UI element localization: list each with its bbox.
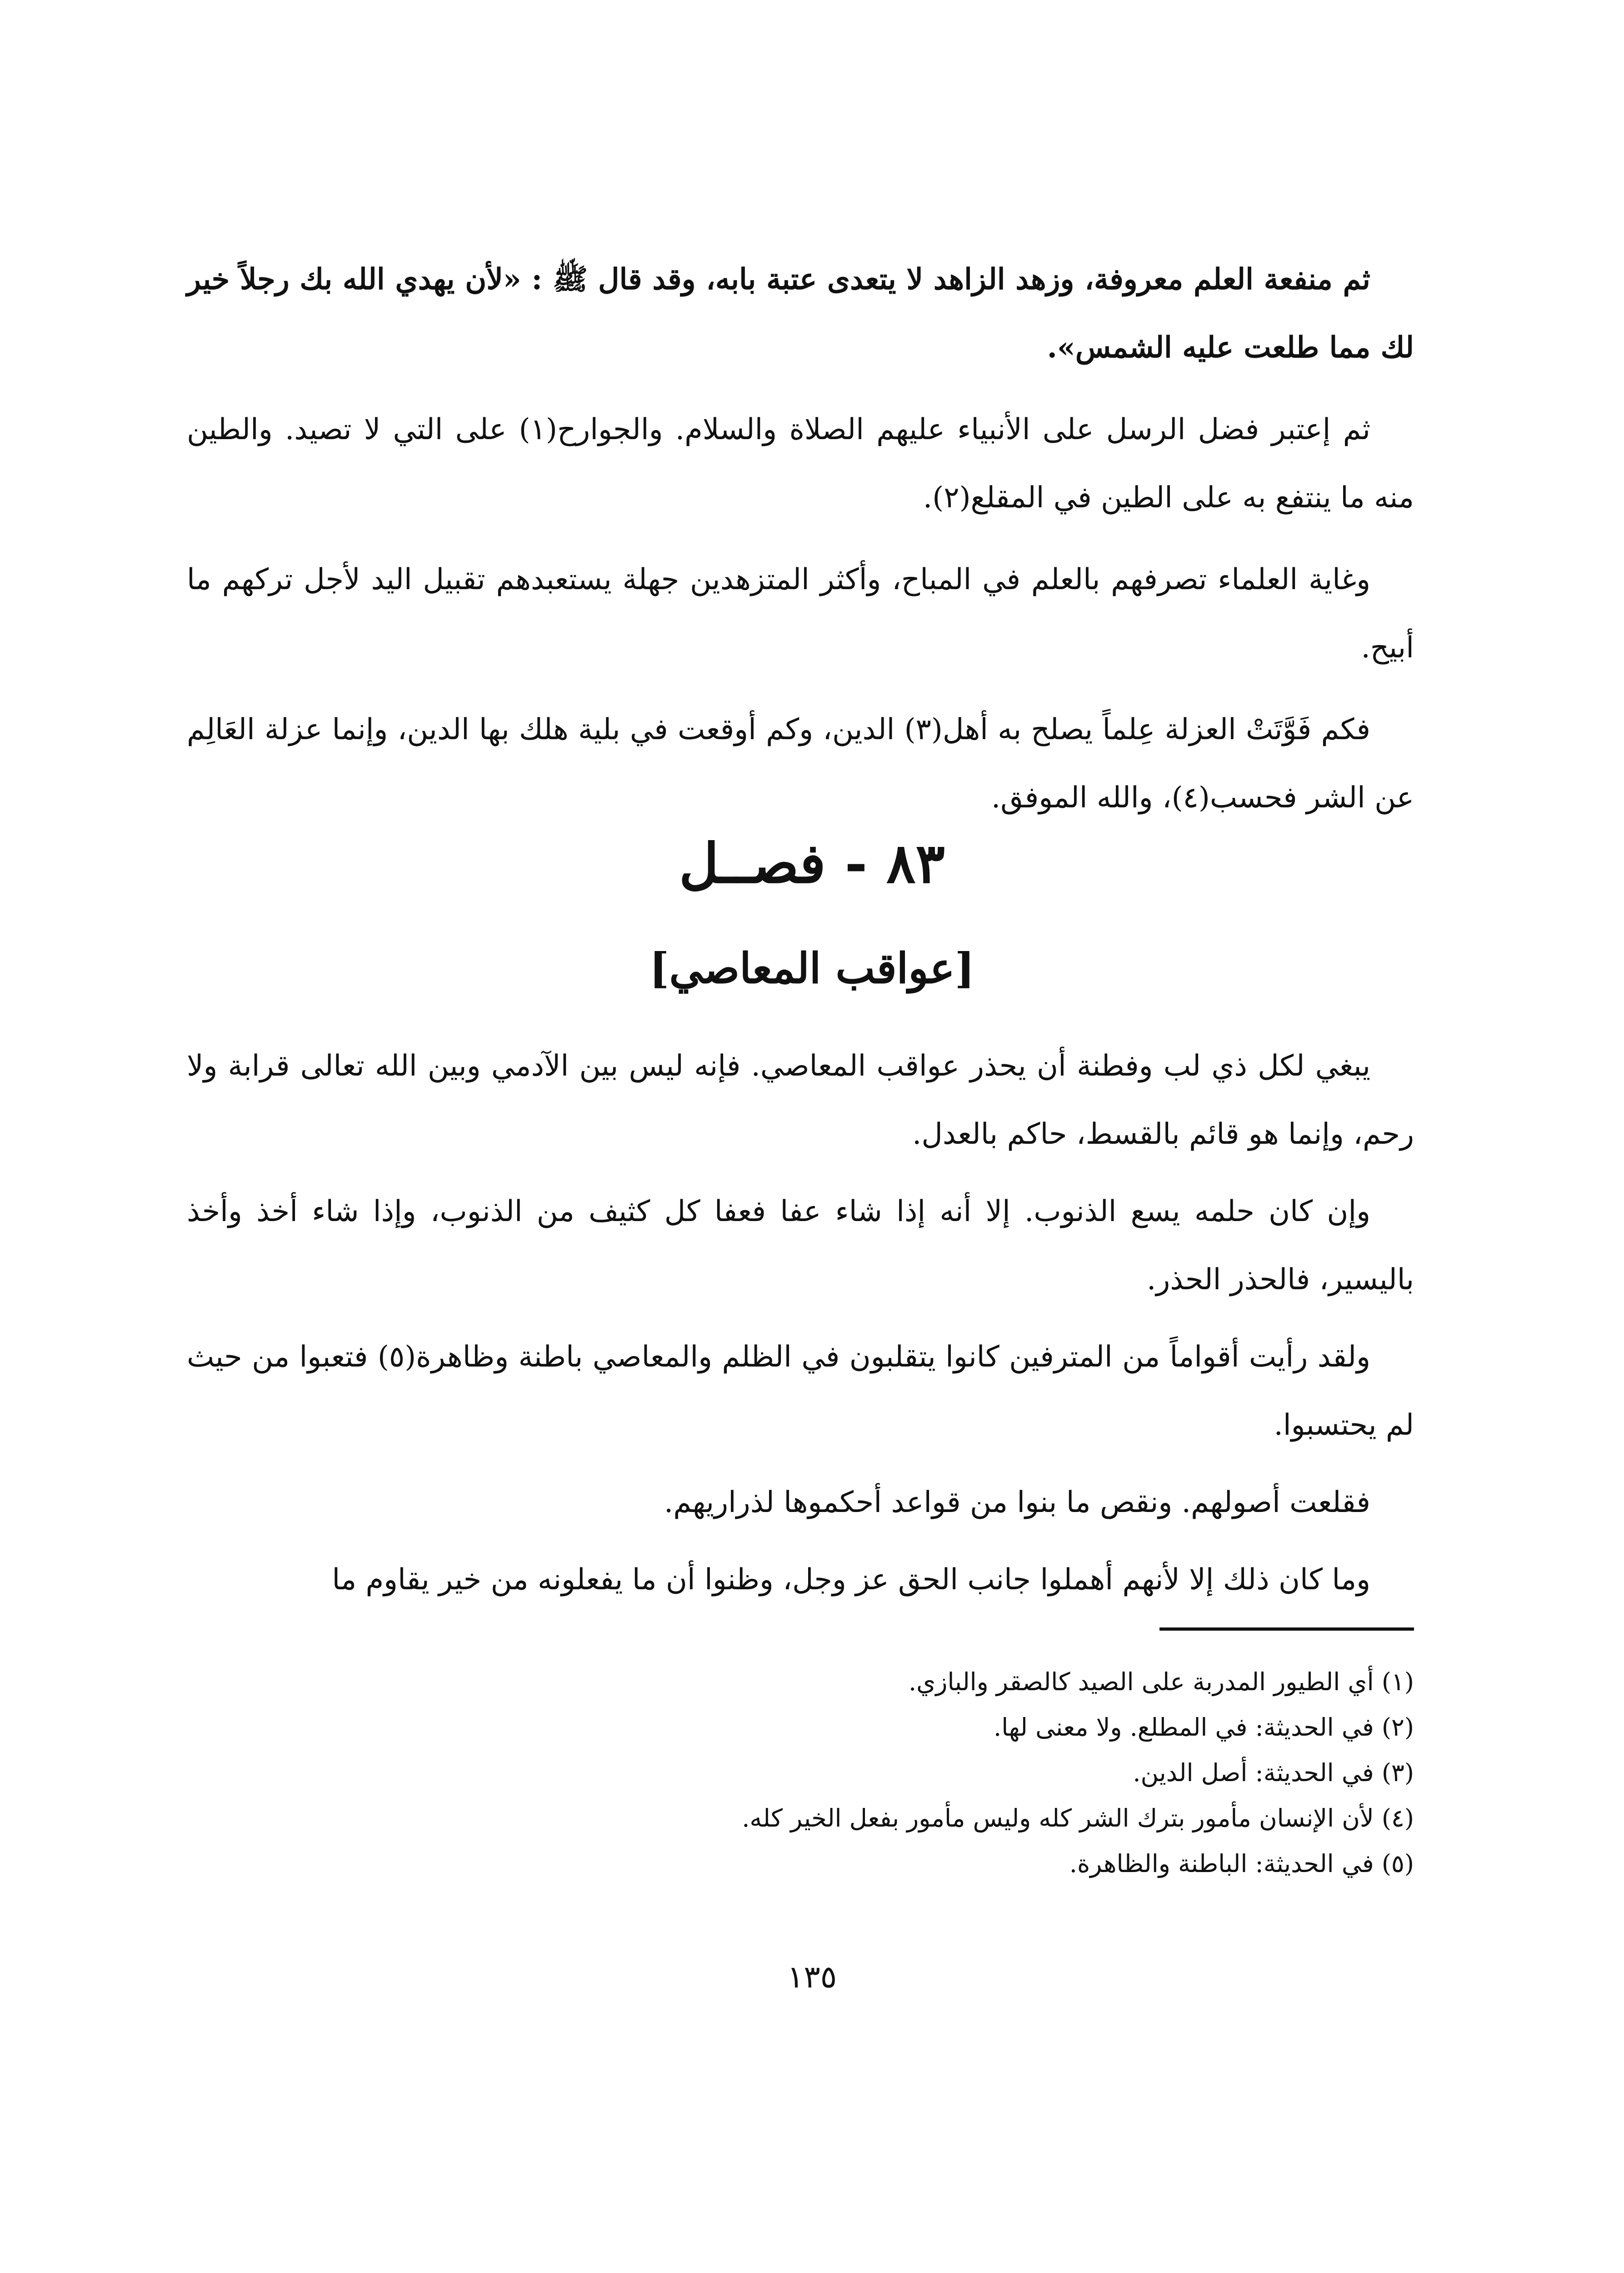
footnote-3: (٣) في الحديثة: أصل الدين.: [1133, 1758, 1414, 1787]
paragraph-seclusion: فكم فَوَّتَتْ العزلة عِلماً يصلح به أهل(٣) الدين، وكم أوقعت في بلية هلك بها الدين، وإنما عزلة العَالِم عن الشر فحسب(٤)، والله الموفق.: [187, 713, 1414, 815]
top-text-block: [187, 245, 1414, 832]
footnote-2: (٢) في الحديثة: في المطلع. ولا معنى لها.: [994, 1713, 1414, 1742]
bottom-text-block: [187, 1032, 1414, 1614]
footnote-1: (١) أي الطيور المدربة على الصيد كالصقر والبازي.: [908, 1667, 1414, 1696]
paragraph-knowledge-benefit: ثم منفعة العلم معروفة، وزهد الزاهد لا يتعدى عتبة بابه، وقد قال ﷺ : «لأن يهدي الله بك رجلاً خير لك مما طلعت عليه الشمس».: [187, 262, 1414, 365]
paragraph-forbearance: وإن كان حلمه يسع الذنوب. إلا أنه إذا شاء عفا فعفا كل كثيف من الذنوب، وإذا شاء أخذ وأخذ باليسير، فالحذر الحذر.: [187, 1195, 1414, 1297]
paragraph-luxurious-people: ولقد رأيت أقواماً من المترفين كانوا يتقلبون في الظلم والمعاصي باطنة وظاهرة(٥) فتعبوا من حيث لم يحتسبوا.: [187, 1340, 1414, 1442]
page-number: ١٣٥: [787, 1959, 837, 1995]
paragraph-neglect: وما كان ذلك إلا لأنهم أهملوا جانب الحق عز وجل، وظنوا أن ما يفعلونه من خير يقاوم ما: [332, 1563, 1370, 1597]
paragraph-scholars-aim: وغاية العلماء تصرفهم بالعلم في المباح، وأكثر المتزهدين جهلة يستعبدهم تقبيل اليد لأجل تركهم ما أبيح.: [187, 563, 1414, 665]
paragraph-messengers-virtue: ثم إعتبر فضل الرسل على الأنبياء عليهم الصلاة والسلام. والجوارح(١) على التي لا تصيد. والطين منه ما ينتفع به على الطين في المقلع(٢).: [187, 413, 1414, 515]
section-number-heading: ٨٣ - فصــل: [679, 831, 945, 896]
footnotes-list: [187, 1659, 1414, 1887]
paragraph-uprooted: فقلعت أصولهم. ونقص ما بنوا من قواعد أحكموها لذراريهم.: [664, 1486, 1370, 1519]
footnote-5: (٥) في الحديثة: الباطنة والظاهرة.: [1069, 1849, 1414, 1878]
paragraph-consequences: يبغي لكل ذي لب وفطنة أن يحذر عواقب المعاصي. فإنه ليس بين الآدمي وبين الله تعالى قرابة ولا رحم، وإنما هو قائم بالقسط، حاكم بالعدل.: [187, 1049, 1414, 1151]
section-title-heading: [عواقب المعاصي]: [649, 944, 975, 993]
footnote-4: (٤) لأن الإنسان مأمور بترك الشر كله وليس مأمور بفعل الخير كله.: [742, 1804, 1414, 1832]
footnote-divider: [1159, 1627, 1414, 1631]
